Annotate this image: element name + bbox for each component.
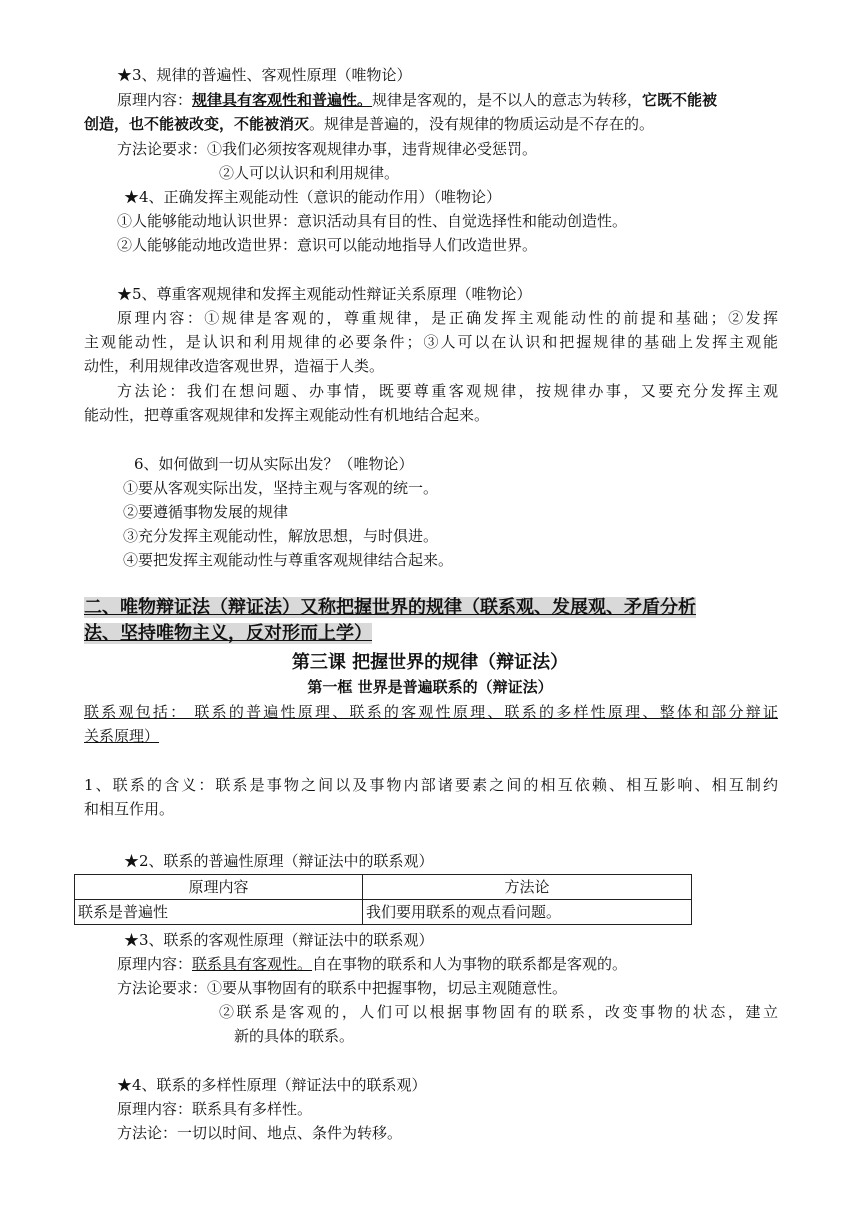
text: 自在事物的联系和人为事物的联系都是客观的。: [312, 955, 628, 973]
table-header-row: [75, 875, 692, 900]
label: 方法论要求：: [117, 140, 208, 158]
table-header: 方法论: [363, 875, 692, 900]
text: ①我们必须按客观规律办事，违背规律必受惩罚。: [207, 140, 538, 158]
table-cell: 联系是普遍性: [75, 900, 363, 925]
section-4-point-1: ①人能够能动地认识世界：意识活动具有目的性、自觉选择性和能动创造性。: [117, 212, 628, 230]
text: 。规律是普遍的，没有规律的物质运动是不存在的。: [309, 115, 655, 133]
section-3-title: ★3、规律的普遍性、客观性原理（唯物论）: [117, 66, 412, 84]
table-row: [75, 900, 692, 925]
section-5-method-line1: 方法论：我们在想问题、办事情，既要尊重客观规律，按规律办事，又要充分发挥主观: [117, 382, 778, 400]
definition-line1: 1、联系的含义：联系是事物之间以及事物内部诸要素之间的相互依赖、相互影响、相互制约: [84, 776, 778, 794]
label: 方法论要求：: [117, 979, 208, 997]
section-3-method-line1: [117, 137, 537, 161]
heading-text: 二、唯物辩证法（辩证法）又称把握世界的规律（联系观、发展观、矛盾分析: [84, 597, 696, 618]
overview-line1: 联系观包括： 联系的普遍性原理、联系的客观性原理、联系的多样性原理、整体和部分辩证: [84, 703, 778, 721]
part-2-heading-line2: [84, 621, 780, 647]
label: 原理内容：: [117, 955, 193, 973]
table-header: 原理内容: [75, 875, 363, 900]
heading-text: 法、坚持唯物主义，反对形而上学）: [84, 623, 372, 644]
principle-2-table: [74, 874, 692, 925]
label: 原理内容：: [117, 91, 193, 109]
section-3-content-line1: [117, 88, 717, 112]
section-3-method-line2: ②人可以认识和利用规律。: [219, 164, 400, 182]
principle-3-method-line2: ②联系是客观的，人们可以根据事物固有的联系，改变事物的状态，建立: [219, 1003, 778, 1021]
section-5-content-line2: 主观能动性，是认识和利用规律的必要条件；③人可以在认识和把握规律的基础上发挥主观能: [84, 333, 778, 351]
lesson-subtitle: 第一框 世界是普遍联系的（辩证法）: [307, 678, 553, 696]
principle-3-title: ★3、联系的客观性原理（辩证法中的联系观）: [124, 931, 434, 949]
table-cell: 我们要用联系的观点看问题。: [363, 900, 692, 925]
section-3-content-line2: [84, 112, 654, 136]
section-4-point-2: ②人能够能动地改造世界：意识可以能动地指导人们改造世界。: [117, 236, 538, 254]
overview-line2: 关系原理）: [84, 727, 160, 745]
section-6-item: ④要把发挥主观能动性与尊重客观规律结合起来。: [123, 551, 454, 569]
section-6-item: ③充分发挥主观能动性，解放思想，与时俱进。: [123, 527, 439, 545]
principle-4-title: ★4、联系的多样性原理（辩证法中的联系观）: [117, 1076, 427, 1094]
section-5-method-line2: 能动性，把尊重客观规律和发挥主观能动性有机地结合起来。: [84, 406, 490, 424]
principle-4-method: 方法论：一切以时间、地点、条件为转移。: [117, 1124, 403, 1142]
text: ①要从事物固有的联系中把握事物，切忌主观随意性。: [207, 979, 568, 997]
section-5-content-line1: 原理内容：①规律是客观的，尊重规律，是正确发挥主观能动性的前提和基础；②发挥: [117, 309, 778, 327]
section-4-title: ★4、正确发挥主观能动性（意识的能动作用）（唯物论）: [124, 188, 502, 206]
principle-3-content: [117, 952, 627, 976]
principle-3-method-line3: 新的具体的联系。: [234, 1027, 355, 1045]
section-6-item: ①要从客观实际出发，坚持主观与客观的统一。: [123, 479, 439, 497]
principle-3-method-line1: [117, 976, 567, 1000]
principle-4-content: 原理内容：联系具有多样性。: [117, 1100, 313, 1118]
section-5-title: ★5、尊重客观规律和发挥主观能动性辩证关系原理（唯物论）: [117, 285, 532, 303]
emphasis: 联系具有客观性。: [192, 955, 313, 973]
part-2-heading-line1: [84, 595, 780, 621]
bold-text: 创造，也不能被改变，不能被消灭: [84, 115, 310, 133]
bold-text: 它既不能被: [642, 91, 718, 109]
lesson-title: 第三课 把握世界的规律（辩证法）: [291, 652, 569, 673]
section-6-item: ②要遵循事物发展的规律: [123, 503, 289, 521]
definition-line2: 和相互作用。: [84, 800, 175, 818]
section-5-content-line3: 动性，利用规律改造客观世界，造福于人类。: [84, 357, 385, 375]
emphasis: 规律具有客观性和普遍性。: [192, 91, 373, 109]
principle-2-title: ★2、联系的普遍性原理（辩证法中的联系观）: [124, 852, 434, 870]
section-6-title: 6、如何做到一切从实际出发？（唯物论）: [134, 455, 414, 473]
text: 规律是客观的，是不以人的意志为转移，: [372, 91, 643, 109]
